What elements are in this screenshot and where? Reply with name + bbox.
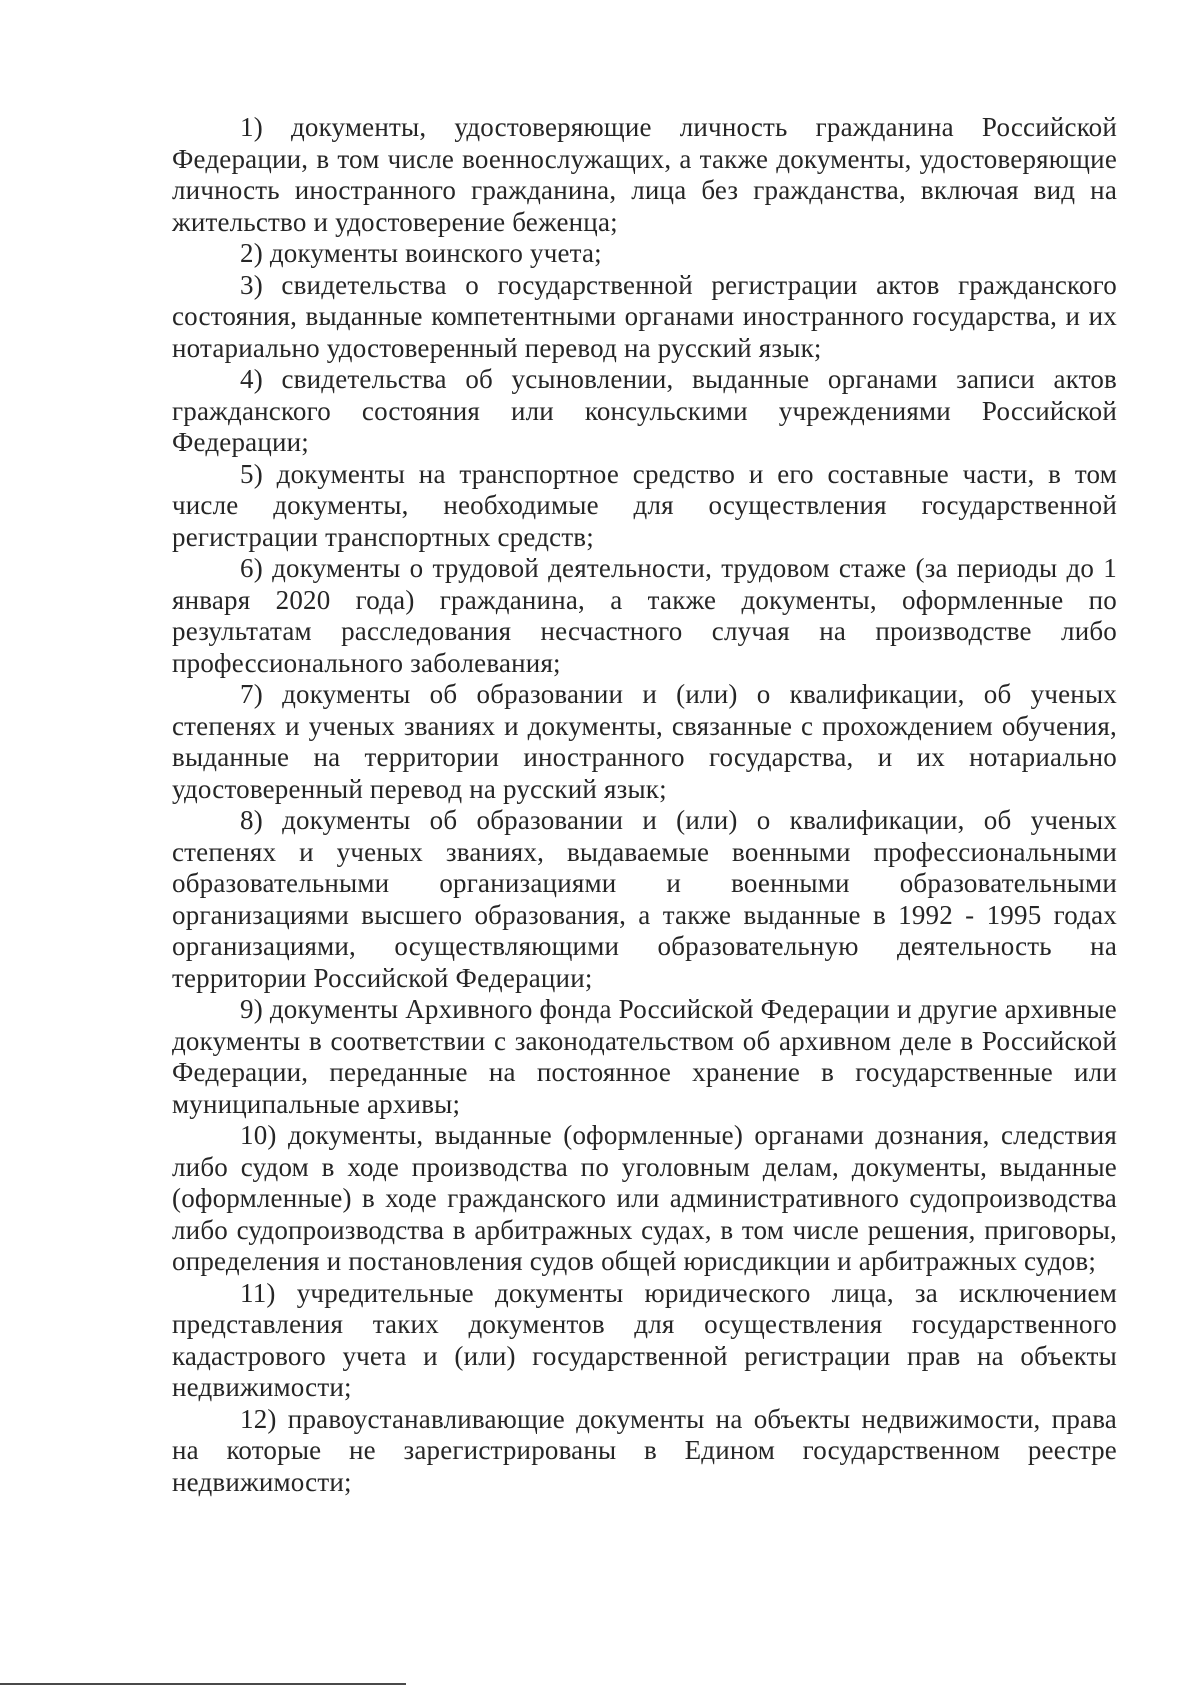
document-body [172,112,1117,1498]
list-item-4: 4) свидетельства об усыновлении, выданные органами записи актов гражданского состояния или консульскими учреждениями Российской Федерации; [172,364,1117,457]
list-item-8: 8) документы об образовании и (или) о квалификации, об ученых степенях и ученых званиях, выдаваемые военными профессиональными образовательными организациями и военными образовательными организациями высшего образования, а также выданные в 1992 - 1995 годах организациями, осуществляющими образовательную деятельность на территории Российской Федерации; [172,805,1117,993]
list-item-5: 5) документы на транспортное средство и его составные части, в том числе документы, необходимые для осуществления государственной регистрации транспортных средств; [172,458,1117,552]
list-item-7: 7) документы об образовании и (или) о квалификации, об ученых степенях и ученых званиях и документы, связанные с прохождением обучения, выданные на территории иностранного государства, и их нотариально удостоверенный перевод на русский язык; [172,679,1117,804]
list-item-6: 6) документы о трудовой деятельности, трудовом стаже (за периоды до 1 января 2020 года) гражданина, а также документы, оформленные по результатам расследования несчастного случая на производстве либо профессионального заболевания; [172,553,1117,678]
list-item-2: 2) документы воинского учета; [240,238,602,268]
list-item-12: 12) правоустанавливающие документы на объекты недвижимости, права на которые не зарегистрированы в Едином государственном реестре недвижимости; [172,1403,1117,1497]
list-item-3: 3) свидетельства о государственной регистрации актов гражданского состояния, выданные компетентными органами иностранного государства, и их нотариально удостоверенный перевод на русский язык; [172,269,1117,363]
page-bottom-rule [0,1683,406,1685]
list-item-10: 10) документы, выданные (оформленные) органами дознания, следствия либо судом в ходе производства по уголовным делам, документы, выданные (оформленные) в ходе гражданского или административного судопроизводства либо судопроизводства в арбитражных судах, в том числе решения, приговоры, определения и постановления судов общей юрисдикции и арбитражных судов; [172,1120,1117,1276]
list-item-1: 1) документы, удостоверяющие личность гражданина Российской Федерации, в том числе военнослужащих, а также документы, удостоверяющие личность иностранного гражданина, лица без гражданства, включая вид на жительство и удостоверение беженца; [172,112,1117,237]
list-item-9: 9) документы Архивного фонда Российской Федерации и другие архивные документы в соответствии с законодательством об архивном деле в Российской Федерации, переданные на постоянное хранение в государственные или муниципальные архивы; [172,994,1117,1119]
list-item-11: 11) учредительные документы юридического лица, за исключением представления таких документов для осуществления государственного кадастрового учета и (или) государственной регистрации прав на объекты недвижимости; [172,1277,1117,1402]
